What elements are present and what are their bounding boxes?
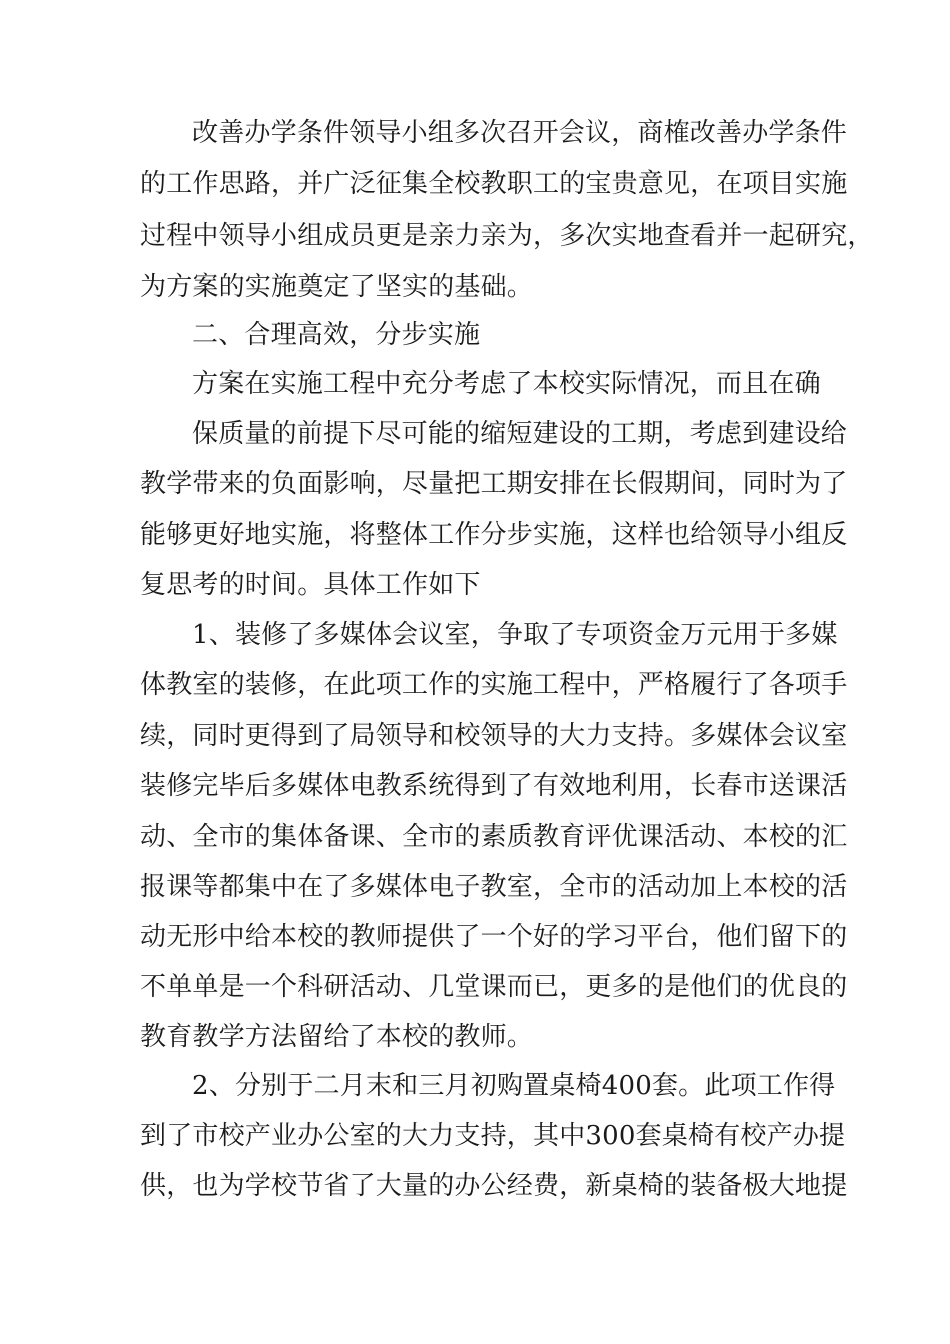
- text-line: 教育教学方法留给了本校的教师。: [140, 1022, 534, 1052]
- text-line: 体教室的装修，在此项工作的实施工程中，严格履行了各项手: [140, 670, 848, 700]
- text-line: 报课等都集中在了多媒体电子教室，全市的活动加上本校的活: [140, 872, 848, 902]
- text-line: 续，同时更得到了局领导和校领导的大力支持。多媒体会议室: [140, 721, 848, 751]
- text-line: 保质量的前提下尽可能的缩短建设的工期，考虑到建设给: [192, 419, 848, 449]
- section-heading: 二、合理高效，分步实施: [192, 320, 481, 350]
- text-line: 复思考的时间。具体工作如下: [140, 570, 481, 600]
- text-line: 装修完毕后多媒体电教系统得到了有效地利用，长春市送课活: [140, 771, 848, 801]
- text-line: 教学带来的负面影响，尽量把工期安排在长假期间，同时为了: [140, 469, 848, 499]
- text-line: 动无形中给本校的教师提供了一个好的学习平台，他们留下的: [140, 922, 848, 952]
- text-line: 改善办学条件领导小组多次召开会议，商榷改善办学条件: [192, 118, 848, 148]
- text-line: 过程中领导小组成员更是亲力亲为，多次实地查看并一起研究，: [140, 221, 874, 251]
- text-line: 的工作思路，并广泛征集全校教职工的宝贵意见，在项目实施: [140, 169, 848, 199]
- text-line: 动、全市的集体备课、全市的素质教育评优课活动、本校的汇: [140, 822, 848, 852]
- text-line: 到了市校产业办公室的大力支持，其中300套桌椅有校产办提: [140, 1121, 846, 1151]
- text-line: 供，也为学校节省了大量的办公经费，新桌椅的装备极大地提: [140, 1171, 848, 1201]
- text-line: 能够更好地实施，将整体工作分步实施，这样也给领导小组反: [140, 520, 848, 550]
- text-line: 1、装修了多媒体会议室，争取了专项资金万元用于多媒: [192, 620, 838, 650]
- text-line: 为方案的实施奠定了坚实的基础。: [140, 272, 534, 302]
- text-line: 2、分别于二月末和三月初购置桌椅400套。此项工作得: [192, 1071, 836, 1101]
- text-line: 方案在实施工程中充分考虑了本校实际情况，而且在确: [192, 369, 821, 399]
- text-line: 不单单是一个科研活动、几堂课而已，更多的是他们的优良的: [140, 972, 848, 1002]
